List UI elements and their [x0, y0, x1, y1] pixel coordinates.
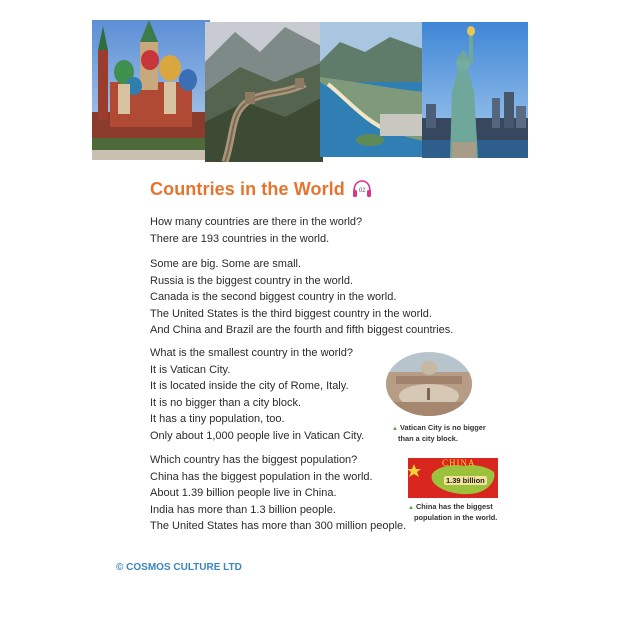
caption-line: population in the world. — [414, 513, 498, 522]
copyright-footer: © COSMOS CULTURE LTD — [116, 562, 242, 573]
triangle-bullet-icon: ▲ — [408, 505, 414, 511]
text-line: Some are big. Some are small. — [150, 258, 302, 270]
vatican-caption — [392, 423, 486, 443]
text-line: And China and Brazil are the fourth and fifth biggest countries. — [150, 324, 454, 337]
text-line: It is no bigger than a city block. — [150, 396, 302, 409]
text-line: Russia is the biggest country in the world. — [150, 274, 353, 287]
text-line: What is the smallest country in the world? — [150, 347, 353, 359]
text-line: It has a tiny population, too. — [150, 413, 285, 426]
china-map — [408, 458, 498, 498]
text-line: How many countries are there in the world? — [150, 216, 363, 228]
text-line: It is Vatican City. — [150, 363, 231, 376]
photo-great-wall — [205, 22, 323, 162]
page-title: Countries in the World — [150, 178, 345, 199]
photo-statue-of-liberty — [422, 22, 528, 158]
text-line: The United States has more than 300 million people. — [150, 520, 407, 533]
audio-track-number: 02 — [358, 188, 366, 194]
photo-vatican-city — [386, 352, 472, 416]
caption-line: than a city block. — [398, 434, 458, 443]
caption-line: China has the biggest — [415, 502, 493, 511]
paragraph-4 — [150, 452, 406, 535]
photo-st-basils-cathedral — [92, 20, 210, 160]
caption-line: Vatican City is no bigger — [399, 423, 486, 432]
paragraph-2 — [150, 256, 453, 339]
text-line: There are 193 countries in the world. — [150, 232, 330, 245]
headphones-icon[interactable] — [351, 178, 373, 200]
photo-banner — [0, 0, 620, 170]
china-map-label: CHINA — [442, 458, 476, 468]
text-line: It is located inside the city of Rome, Italy. — [150, 380, 349, 393]
text-line: India has more than 1.3 billion people. — [150, 503, 336, 516]
text-line: Only about 1,000 people live in Vatican City. — [150, 429, 365, 442]
paragraph-3 — [150, 345, 364, 445]
paragraph-1 — [150, 214, 362, 247]
text-line: The United States is the third biggest country in the world. — [150, 307, 432, 320]
text-line: China has the biggest population in the world. — [150, 470, 373, 483]
title-row — [150, 176, 373, 202]
text-line: Canada is the second biggest country in the world. — [150, 291, 397, 304]
text-line: About 1.39 billion people live in China. — [150, 487, 337, 500]
china-population-label: 1.39 billion — [446, 476, 485, 485]
text-line: Which country has the biggest population? — [150, 454, 358, 466]
triangle-bullet-icon: ▲ — [392, 426, 398, 432]
china-caption — [408, 502, 497, 522]
photo-rio-coastline — [320, 22, 426, 157]
